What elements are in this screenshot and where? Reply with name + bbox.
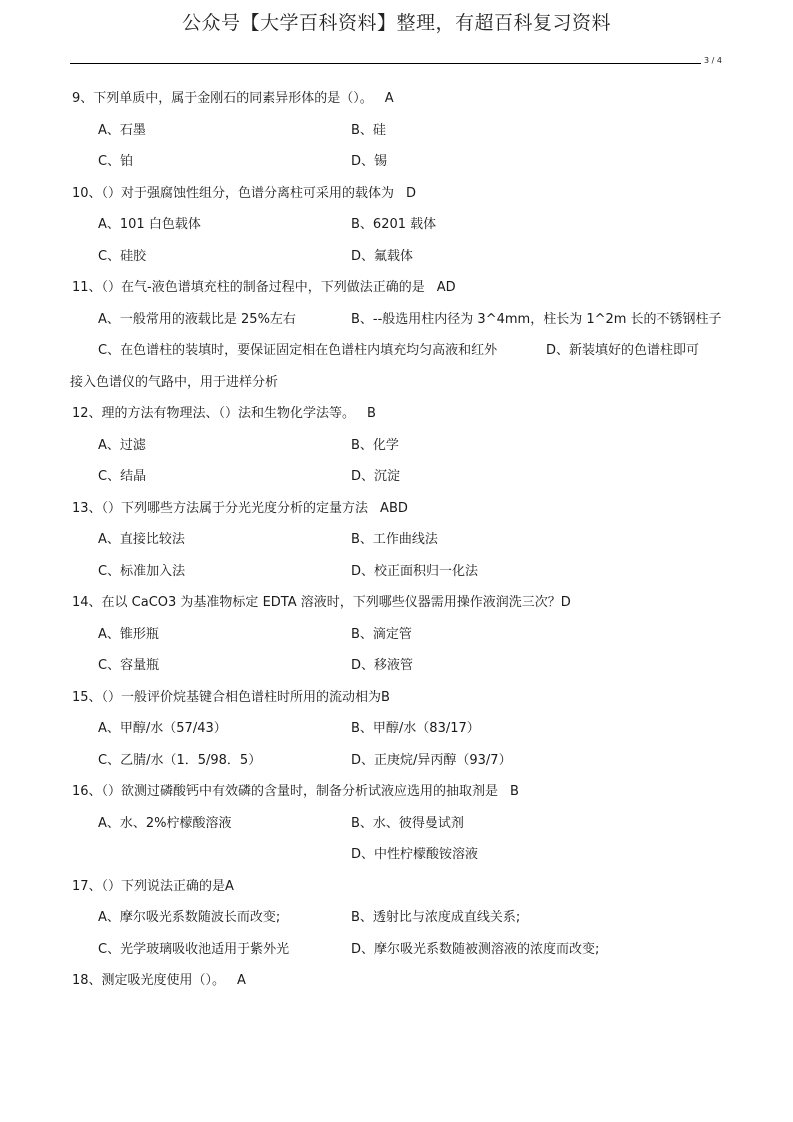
option-row	[0, 467, 793, 499]
option: D、校正面积归一化法	[351, 563, 479, 579]
option: D、氟载体	[351, 248, 414, 264]
answer-key: B	[510, 784, 519, 799]
question-stem	[0, 593, 793, 625]
option: D、正庚烷/异丙醇（93/7）	[351, 752, 512, 768]
option: D、摩尔吸光系数随被测溶液的浓度而改变;	[351, 941, 600, 957]
page-header: 公众号【大学百科资料】整理，有超百科复习资料	[181, 12, 611, 34]
option: A、锥形瓶	[98, 626, 159, 642]
question-text: 18、测定吸光度使用（）。	[72, 973, 226, 988]
answer-key: D	[560, 595, 571, 610]
option: C、光学玻璃吸收池适用于紫外光	[98, 941, 290, 957]
question-stem	[0, 971, 793, 1003]
answer-key: A	[237, 973, 246, 988]
option-row	[0, 215, 793, 247]
option: C、标准加入法	[98, 563, 186, 579]
option: C、容量瓶	[98, 658, 160, 673]
option-row	[0, 719, 793, 751]
option: C、硅胶	[98, 248, 147, 264]
option-row	[0, 341, 793, 373]
option: B、硅	[351, 122, 386, 138]
question-stem	[0, 782, 793, 814]
option: C、乙腈/水（1．5/98．5）	[98, 752, 262, 768]
answer-key: AD	[436, 280, 456, 295]
option: A、101 白色载体	[98, 217, 201, 232]
option: B、6201 载体	[351, 217, 437, 232]
question-stem	[0, 89, 793, 121]
option-continuation: 接入色谱仪的气路中，用于进样分析	[70, 374, 279, 390]
option: A、摩尔吸光系数随波长而改变;	[98, 910, 281, 925]
header-divider	[70, 63, 722, 64]
option: A、甲醇/水（57/43）	[98, 721, 227, 736]
question-text: 13、（）下列哪些方法属于分光光度分析的定量方法	[72, 500, 369, 516]
option-row	[0, 908, 793, 940]
option: B、水、彼得曼试剂	[351, 815, 464, 831]
option-row	[0, 530, 793, 562]
option: D、新装填好的色谱柱即可	[546, 343, 700, 358]
option-row	[0, 751, 793, 783]
question-text: 15、（）一般评价烷基键合相色谱柱时所用的流动相为	[72, 689, 382, 705]
option: B、工作曲线法	[351, 532, 438, 547]
option: C、铂	[98, 154, 134, 169]
option: A、石墨	[98, 122, 146, 138]
option: B、甲醇/水（83/17）	[351, 721, 480, 736]
question-stem	[0, 499, 793, 531]
answer-key: D	[406, 185, 417, 201]
option-row	[0, 845, 793, 877]
question-text: 14、在以 CaCO3 为基准物标定 EDTA 溶液时，下列哪些仪器需用操作液润洗三次？	[72, 595, 561, 610]
question-stem	[0, 688, 793, 720]
option-row	[0, 656, 793, 688]
option: D、沉淀	[351, 469, 401, 484]
option: B、化学	[351, 437, 399, 453]
option-row	[0, 562, 793, 594]
option: D、中性柠檬酸铵溶液	[351, 847, 479, 862]
answer-key: A	[225, 878, 234, 894]
question-text: 16、（）欲测过磷酸钙中有效磷的含量时，制备分析试液应选用的抽取剂是	[72, 784, 499, 799]
option-row	[0, 814, 793, 846]
option: A、过滤	[98, 437, 146, 453]
question-stem	[0, 877, 793, 909]
option: B、--般选用柱内径为 3^4mm，柱长为 1^2m 长的不锈钢柱子	[351, 311, 722, 327]
answer-key: B	[367, 406, 376, 421]
option-row	[0, 121, 793, 153]
option: B、透射比与浓度成直线关系;	[351, 910, 521, 925]
option: D、锡	[351, 154, 388, 169]
option-row	[0, 152, 793, 184]
question-stem	[0, 404, 793, 436]
answer-key: B	[381, 689, 390, 705]
page-number: 3 / 4	[701, 56, 722, 65]
option-row	[0, 940, 793, 972]
question-stem	[0, 184, 793, 216]
option-row	[0, 310, 793, 342]
question-text: 17、（）下列说法正确的是	[72, 878, 226, 894]
question-list	[0, 89, 793, 1003]
answer-key: ABD	[380, 500, 408, 516]
question-text: 12、理的方法有物理法、（）法和生物化学法等。	[72, 406, 356, 421]
question-text: 9、下列单质中，属于金刚石的同素异形体的是（）。	[72, 91, 373, 106]
question-text: 11、（）在气-液色谱填充柱的制备过程中，下列做法正确的是	[72, 280, 425, 295]
option: A、水、2%柠檬酸溶液	[98, 815, 232, 831]
question-text: 10、（）对于强腐蚀性组分，色谱分离柱可采用的载体为	[72, 185, 395, 201]
question-stem	[0, 278, 793, 310]
option-row	[0, 625, 793, 657]
option-row	[0, 436, 793, 468]
option: A、直接比较法	[98, 532, 185, 547]
answer-key: A	[384, 91, 394, 106]
option: B、滴定管	[351, 626, 412, 642]
option: D、移液管	[351, 658, 414, 673]
option: C、在色谱柱的装填时，要保证固定相在色谱柱内填充均匀高液和红外	[98, 343, 498, 358]
option-row	[0, 247, 793, 279]
option: A、一般常用的液载比是 25%左右	[98, 311, 296, 327]
option: C、结晶	[98, 469, 147, 484]
